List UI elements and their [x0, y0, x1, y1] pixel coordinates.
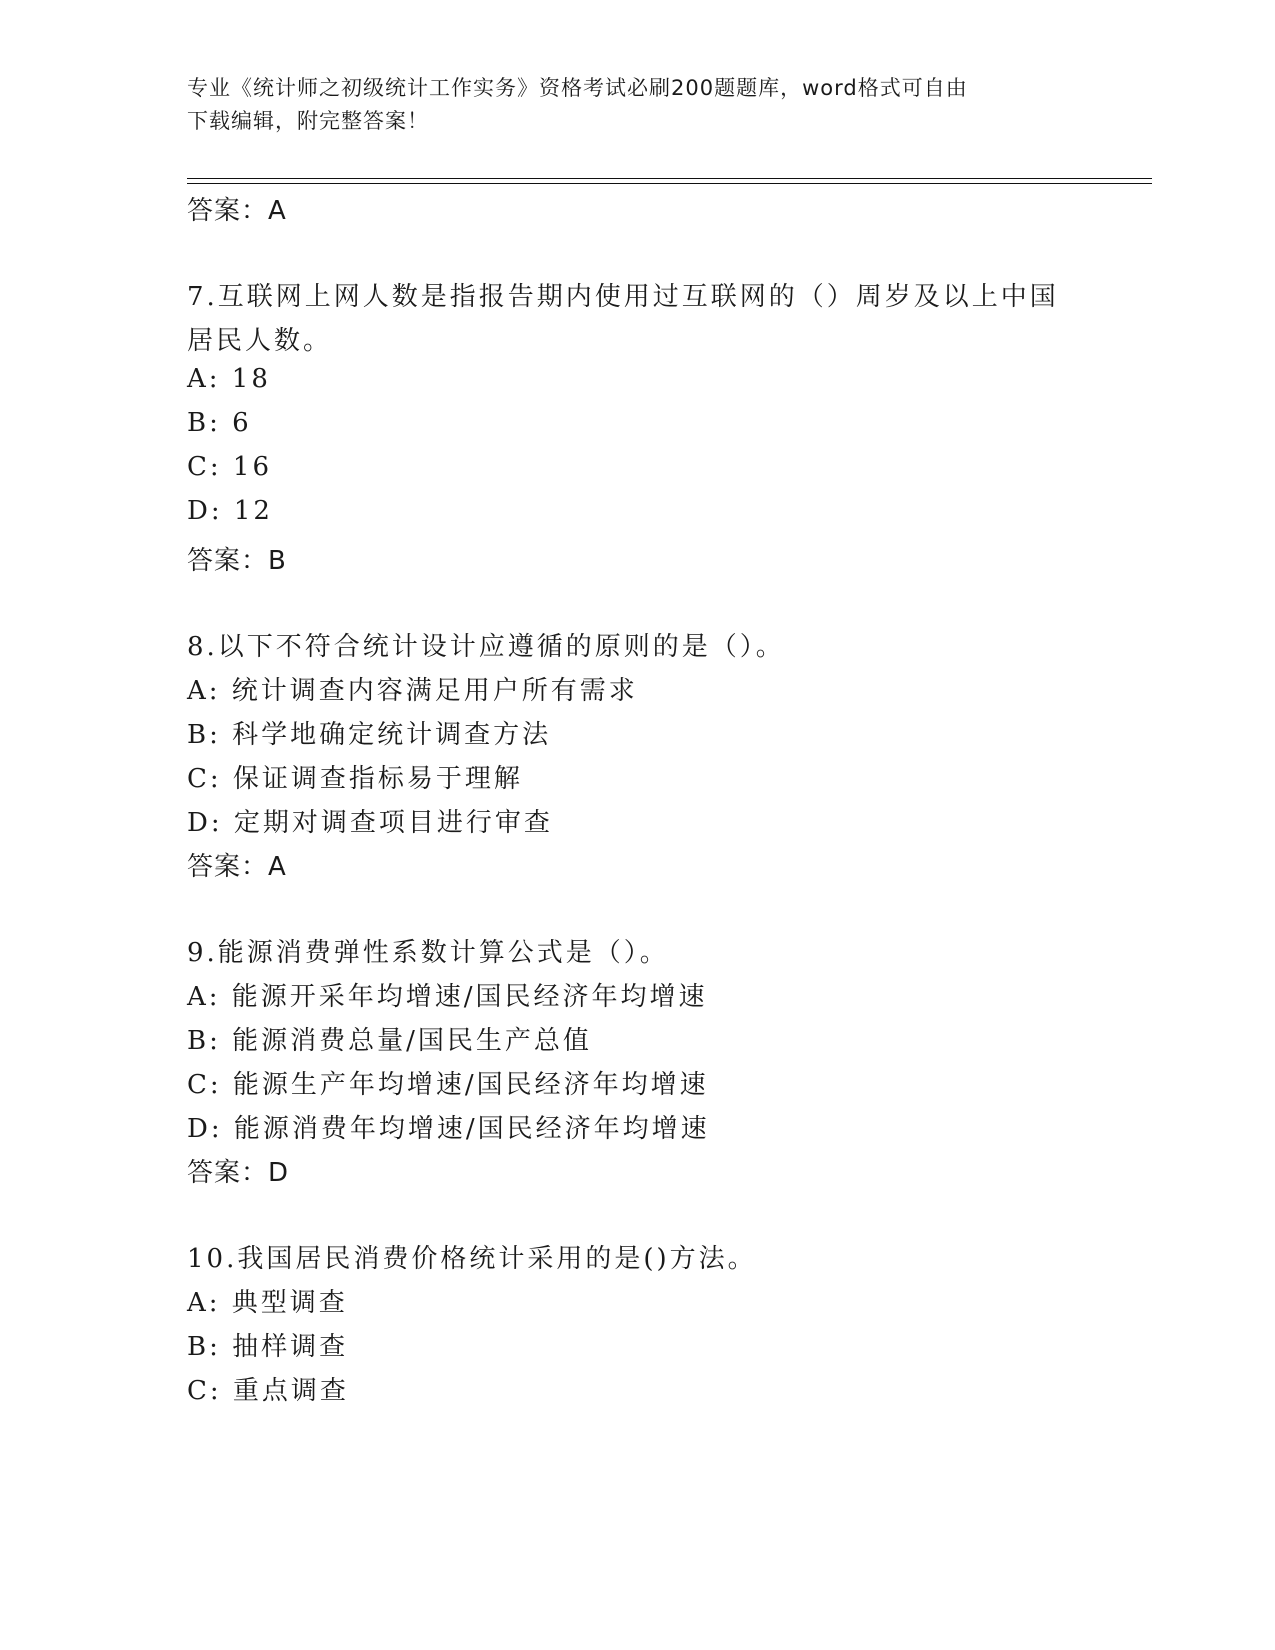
page-header [187, 72, 1067, 138]
answer-line: 答案：A [187, 196, 287, 226]
question-7-answer: 答案：B [187, 546, 287, 576]
header-line-2: 下载编辑，附完整答案！ [187, 109, 429, 133]
question-9-option-d: D: 能源消费年均增速/国民经济年均增速 [187, 1114, 710, 1144]
question-10-option-a: A: 典型调查 [187, 1288, 348, 1318]
question-8-option-d: D: 定期对调查项目进行审查 [187, 808, 553, 838]
header-rule-bottom [187, 183, 1152, 184]
question-9-option-a: A: 能源开采年均增速/国民经济年均增速 [187, 982, 708, 1012]
question-7-stem-line-1: 7.互联网上网人数是指报告期内使用过互联网的（）周岁及以上中国 [187, 282, 1059, 312]
question-8-option-b: B: 科学地确定统计调查方法 [187, 720, 552, 750]
question-9-option-c: C: 能源生产年均增速/国民经济年均增速 [187, 1070, 709, 1100]
header-rule-top [187, 178, 1152, 179]
question-9-answer: 答案：D [187, 1158, 290, 1188]
question-8-option-a: A: 统计调查内容满足用户所有需求 [187, 676, 638, 706]
question-8-option-c: C: 保证调查指标易于理解 [187, 764, 523, 794]
question-7-stem-line-2: 居民人数。 [187, 326, 333, 356]
question-9-stem: 9.能源消费弹性系数计算公式是（）。 [187, 938, 669, 968]
question-7-option-a: A: 18 [187, 364, 271, 394]
question-8-stem: 8.以下不符合统计设计应遵循的原则的是（）。 [187, 632, 785, 662]
question-9-option-b: B: 能源消费总量/国民生产总值 [187, 1026, 592, 1056]
question-10-stem: 10.我国居民消费价格统计采用的是()方法。 [187, 1244, 757, 1274]
question-10-option-c: C: 重点调查 [187, 1376, 349, 1406]
question-8-answer: 答案：A [187, 852, 287, 882]
question-10-option-b: B: 抽样调查 [187, 1332, 349, 1362]
question-7-option-b: B: 6 [187, 408, 252, 438]
question-7-option-c: C: 16 [187, 452, 273, 482]
question-7-option-d: D: 12 [187, 496, 273, 526]
header-line-1: 专业《统计师之初级统计工作实务》资格考试必刷200题题库，word格式可自由 [187, 76, 968, 100]
